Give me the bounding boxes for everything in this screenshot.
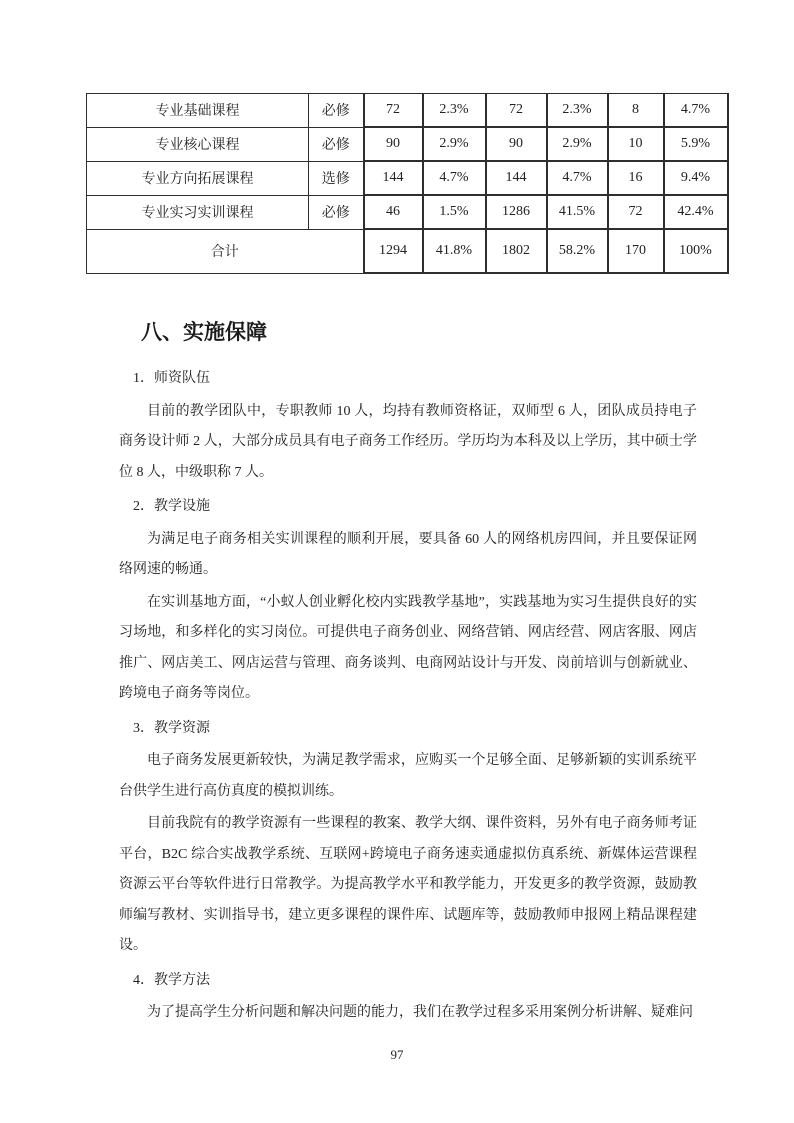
paragraph: 电子商务发展更新较快，为满足教学需求，应购买一个足够全面、足够新颖的实训系统平台供学生进行高仿真度的模拟训练。 bbox=[119, 753, 697, 799]
table-cell-percent: 2.9% bbox=[547, 127, 608, 161]
paragraph: 目前我院有的教学资源有一些课程的教案、教学大纲、课件资料，另外有电子商务师考证平台，B2C 综合实战教学系统、互联网+跨境电子商务速卖通虚拟仿真系统、新媒体运营课程资源云平台等软件进行日常教学。为提高教学水平和教学能力，开发更多的教学资源，鼓励教师编写教材、实训指导书，建立更多课程的课件库、试题库等，鼓励教师申报网上精品课程建设。 bbox=[119, 816, 697, 953]
table-cell-credits: 16 bbox=[608, 161, 664, 195]
table-cell-total-hours: 1294 bbox=[364, 229, 423, 273]
table-cell-hours: 90 bbox=[364, 127, 423, 161]
table-cell-hours: 46 bbox=[364, 195, 423, 229]
table-cell-percent: 9.4% bbox=[664, 161, 728, 195]
paragraph: 为满足电子商务相关实训课程的顺利开展，要具备 60 人的网络机房四间，并且要保证网络网速的畅通。 bbox=[119, 531, 697, 577]
table-cell-percent: 4.7% bbox=[664, 94, 728, 128]
table-cell-total-credits: 170 bbox=[608, 229, 664, 273]
table-cell-course-type: 必修 bbox=[309, 195, 364, 229]
table-row bbox=[87, 195, 728, 229]
list-item-label: 2．教学设施 bbox=[133, 499, 210, 514]
paragraph: 为了提高学生分析问题和解决问题的能力，我们在教学过程多采用案例分析讲解、疑难问 bbox=[147, 1005, 693, 1020]
table-cell-credits: 10 bbox=[608, 127, 664, 161]
table-row bbox=[87, 161, 728, 195]
table-cell-percent: 2.3% bbox=[423, 94, 486, 128]
table-cell-credits: 72 bbox=[608, 195, 664, 229]
list-item-label: 3．教学资源 bbox=[133, 720, 210, 736]
table-cell-course-type: 选修 bbox=[309, 161, 364, 195]
table-cell-hours: 1286 bbox=[486, 195, 547, 229]
page-number: 97 bbox=[390, 1047, 404, 1062]
table-cell-percent: 41.5% bbox=[547, 195, 608, 229]
table-cell-course-name: 专业核心课程 bbox=[87, 127, 309, 161]
table-cell-percent: 1.5% bbox=[423, 195, 486, 229]
table-cell-percent: 4.7% bbox=[547, 161, 608, 195]
table-cell-total-label: 合计 bbox=[87, 229, 364, 273]
paragraph: 目前的教学团队中，专职教师 10 人，均持有教师资格证，双师型 6 人，团队成员持电子商务设计师 2 人，大部分成员具有电子商务工作经历。学历均为本科及以上学历，其中硕士学位 8 人，中级职称 7 人。 bbox=[119, 403, 697, 480]
paragraph: 在实训基地方面，“小蚁人创业孵化校内实践教学基地”，实践基地为实习生提供良好的实习场地，和多样化的实习岗位。可提供电子商务创业、网络营销、网店经营、网店客服、网店推广、网店美工、网店运营与管理、商务谈判、电商网站设计与开发、岗前培训与创新就业、跨境电子商务等岗位。 bbox=[119, 594, 697, 701]
table-cell-credits: 8 bbox=[608, 94, 664, 128]
table-cell-course-name: 专业方向拓展课程 bbox=[87, 161, 309, 195]
table-row bbox=[87, 94, 728, 128]
table-cell-hours: 90 bbox=[486, 127, 547, 161]
table-total-row bbox=[87, 229, 728, 273]
table-cell-hours: 144 bbox=[364, 161, 423, 195]
table-cell-course-name: 专业基础课程 bbox=[87, 94, 309, 128]
table-cell-percent: 5.9% bbox=[664, 127, 728, 161]
list-item-label: 4．教学方法 bbox=[133, 972, 210, 988]
table-cell-hours: 72 bbox=[364, 94, 423, 128]
table-cell-percent: 42.4% bbox=[664, 195, 728, 229]
table-cell-course-name: 专业实习实训课程 bbox=[87, 195, 309, 229]
table-cell-total-percent: 58.2% bbox=[547, 229, 608, 273]
table-cell-total-percent: 41.8% bbox=[423, 229, 486, 273]
table-cell-percent: 2.3% bbox=[547, 94, 608, 128]
table-row bbox=[87, 127, 728, 161]
table-cell-hours: 72 bbox=[486, 94, 547, 128]
table-cell-total-hours: 1802 bbox=[486, 229, 547, 273]
section-heading: 八、实施保障 bbox=[141, 321, 267, 344]
document-body bbox=[119, 318, 697, 1029]
table-cell-course-type: 必修 bbox=[309, 127, 364, 161]
list-item-label: 1．师资队伍 bbox=[133, 371, 210, 386]
table-cell-percent: 2.9% bbox=[423, 127, 486, 161]
table-cell-course-type: 必修 bbox=[309, 94, 364, 128]
curriculum-table bbox=[86, 93, 729, 274]
table-cell-percent: 4.7% bbox=[423, 161, 486, 195]
table-cell-total-percent: 100% bbox=[664, 229, 728, 273]
table-cell-hours: 144 bbox=[486, 161, 547, 195]
